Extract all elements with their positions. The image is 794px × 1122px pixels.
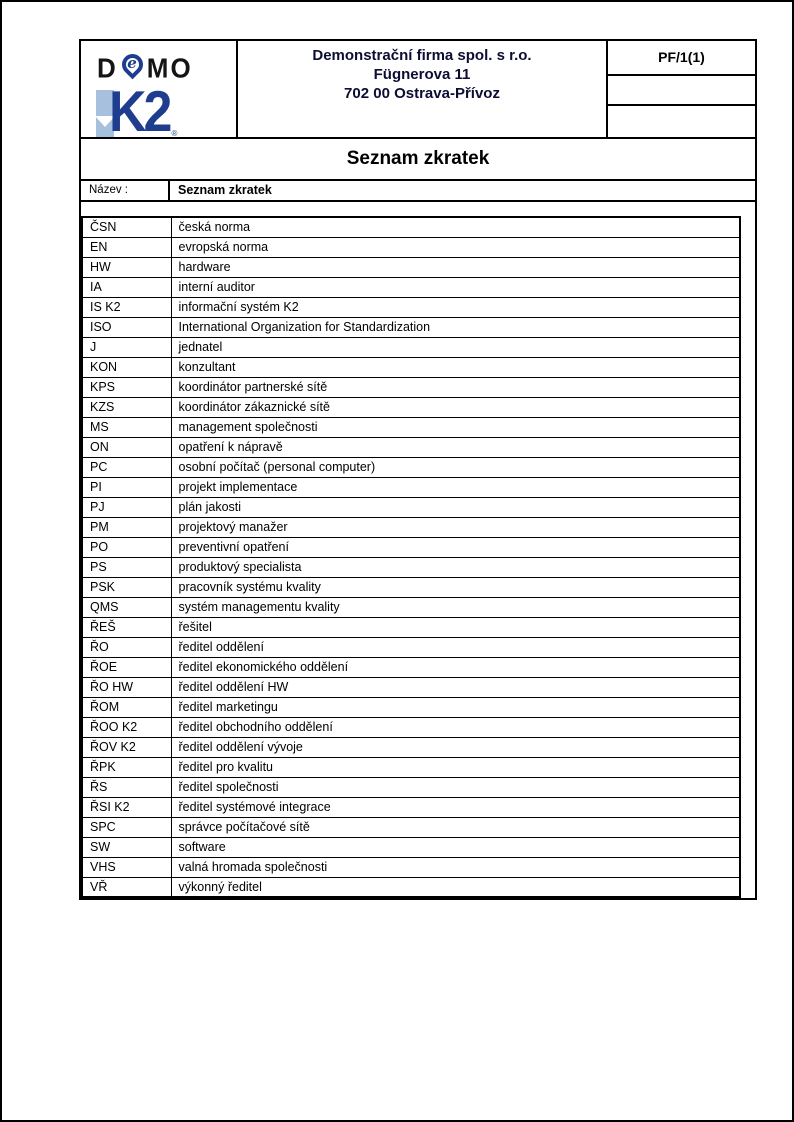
table-row <box>82 257 740 277</box>
name-label: Název : <box>81 181 170 200</box>
meaning-cell: projektový manažer <box>171 517 740 537</box>
table-row <box>82 277 740 297</box>
document-frame <box>79 39 757 900</box>
page-title: Seznam zkratek <box>81 139 755 181</box>
meaning-cell: ředitel pro kvalitu <box>171 757 740 777</box>
abbr-cell: PO <box>82 537 171 557</box>
abbr-cell: VHS <box>82 857 171 877</box>
table-row <box>82 797 740 817</box>
abbr-cell: ŘEŠ <box>82 617 171 637</box>
abbr-cell: MS <box>82 417 171 437</box>
name-value: Seznam zkratek <box>178 183 272 197</box>
meaning-cell: International Organization for Standardization <box>171 317 740 337</box>
meaning-cell: opatření k nápravě <box>171 437 740 457</box>
table-row <box>82 417 740 437</box>
abbr-cell: PM <box>82 517 171 537</box>
table-row <box>82 297 740 317</box>
logo-letters-mo: MO <box>146 52 193 84</box>
logo-demo-wordmark <box>97 53 236 84</box>
meaning-cell: konzultant <box>171 357 740 377</box>
table-row <box>82 217 740 237</box>
abbr-cell: PSK <box>82 577 171 597</box>
meaning-cell: ředitel ekonomického oddělení <box>171 657 740 677</box>
abbr-cell: PJ <box>82 497 171 517</box>
document-code: PF/1(1) <box>608 41 755 76</box>
name-row <box>81 181 755 202</box>
meaning-cell: ředitel oddělení vývoje <box>171 737 740 757</box>
abbr-cell: ŘOE <box>82 657 171 677</box>
meaning-cell: ředitel obchodního oddělení <box>171 717 740 737</box>
table-row <box>82 737 740 757</box>
meaning-cell: plán jakosti <box>171 497 740 517</box>
abbr-cell: ISO <box>82 317 171 337</box>
meaning-cell: česká norma <box>171 217 740 237</box>
table-row <box>82 857 740 877</box>
company-address-block <box>238 41 608 137</box>
meaning-cell: osobní počítač (personal computer) <box>171 457 740 477</box>
abbr-cell: PI <box>82 477 171 497</box>
table-row <box>82 617 740 637</box>
meaning-cell: projekt implementace <box>171 477 740 497</box>
abbr-cell: SPC <box>82 817 171 837</box>
table-row <box>82 317 740 337</box>
meaning-cell: ředitel systémové integrace <box>171 797 740 817</box>
table-row <box>82 517 740 537</box>
table-row <box>82 877 740 897</box>
abbr-cell: ŘOM <box>82 697 171 717</box>
abbreviations-table-body <box>82 217 740 897</box>
company-name: Demonstrační firma spol. s r.o. <box>312 47 532 64</box>
document-code-block <box>608 41 755 137</box>
registered-trademark-icon: ® <box>171 129 178 137</box>
document-code-empty-row-2 <box>608 106 755 137</box>
meaning-cell: výkonný ředitel <box>171 877 740 897</box>
table-row <box>82 437 740 457</box>
abbr-cell: ŘPK <box>82 757 171 777</box>
table-row <box>82 697 740 717</box>
meaning-cell: informační systém K2 <box>171 297 740 317</box>
meaning-cell: řešitel <box>171 617 740 637</box>
logo-letter-e: e <box>126 54 137 73</box>
abbr-cell: PS <box>82 557 171 577</box>
abbr-cell: ŘS <box>82 777 171 797</box>
abbr-cell: SW <box>82 837 171 857</box>
abbr-cell: ŘOO K2 <box>82 717 171 737</box>
abbr-cell: ČSN <box>82 217 171 237</box>
meaning-cell: jednatel <box>171 337 740 357</box>
abbr-cell: ŘO <box>82 637 171 657</box>
meaning-cell: preventivní opatření <box>171 537 740 557</box>
meaning-cell: evropská norma <box>171 237 740 257</box>
table-row <box>82 477 740 497</box>
abbr-cell: EN <box>82 237 171 257</box>
meaning-cell: systém managementu kvality <box>171 597 740 617</box>
abbr-cell: VŘ <box>82 877 171 897</box>
logo-letter-d: D <box>97 52 118 84</box>
abbr-cell: IS K2 <box>82 297 171 317</box>
table-row <box>82 357 740 377</box>
abbr-cell: QMS <box>82 597 171 617</box>
meaning-cell: management společnosti <box>171 417 740 437</box>
abbr-cell: IA <box>82 277 171 297</box>
table-row <box>82 377 740 397</box>
meaning-cell: hardware <box>171 257 740 277</box>
table-row <box>82 677 740 697</box>
meaning-cell: pracovník systému kvality <box>171 577 740 597</box>
abbr-cell: KPS <box>82 377 171 397</box>
meaning-cell: produktový specialista <box>171 557 740 577</box>
table-row <box>82 597 740 617</box>
logo-k2-wordmark <box>96 80 236 137</box>
table-row <box>82 457 740 477</box>
meaning-cell: ředitel oddělení <box>171 637 740 657</box>
table-row <box>82 717 740 737</box>
table-row <box>82 557 740 577</box>
document-header <box>81 41 755 139</box>
table-row <box>82 637 740 657</box>
table-row <box>82 497 740 517</box>
abbr-cell: KZS <box>82 397 171 417</box>
meaning-cell: ředitel oddělení HW <box>171 677 740 697</box>
table-row <box>82 237 740 257</box>
table-row <box>82 777 740 797</box>
company-logo <box>81 41 238 137</box>
abbr-cell: ON <box>82 437 171 457</box>
table-row <box>82 757 740 777</box>
meaning-cell: ředitel společnosti <box>171 777 740 797</box>
table-row <box>82 577 740 597</box>
table-row <box>82 837 740 857</box>
logo-pin-icon <box>117 50 147 80</box>
meaning-cell: správce počítačové sítě <box>171 817 740 837</box>
meaning-cell: ředitel marketingu <box>171 697 740 717</box>
logo-k2-text: K2 <box>109 80 170 137</box>
company-city: 702 00 Ostrava-Přívoz <box>344 85 500 102</box>
meaning-cell: koordinátor zákaznické sítě <box>171 397 740 417</box>
abbr-cell: HW <box>82 257 171 277</box>
meaning-cell: software <box>171 837 740 857</box>
meaning-cell: interní auditor <box>171 277 740 297</box>
meaning-cell: valná hromada společnosti <box>171 857 740 877</box>
abbreviations-table <box>81 216 741 898</box>
table-row <box>82 817 740 837</box>
abbr-cell: J <box>82 337 171 357</box>
table-row <box>82 337 740 357</box>
company-street: Fügnerova 11 <box>373 66 471 83</box>
document-code-empty-row-1 <box>608 76 755 106</box>
abbr-cell: ŘSI K2 <box>82 797 171 817</box>
abbr-cell: ŘO HW <box>82 677 171 697</box>
abbr-cell: ŘOV K2 <box>82 737 171 757</box>
abbr-cell: KON <box>82 357 171 377</box>
table-row <box>82 537 740 557</box>
table-row <box>82 397 740 417</box>
abbr-cell: PC <box>82 457 171 477</box>
spacer <box>81 202 755 216</box>
meaning-cell: koordinátor partnerské sítě <box>171 377 740 397</box>
table-row <box>82 657 740 677</box>
